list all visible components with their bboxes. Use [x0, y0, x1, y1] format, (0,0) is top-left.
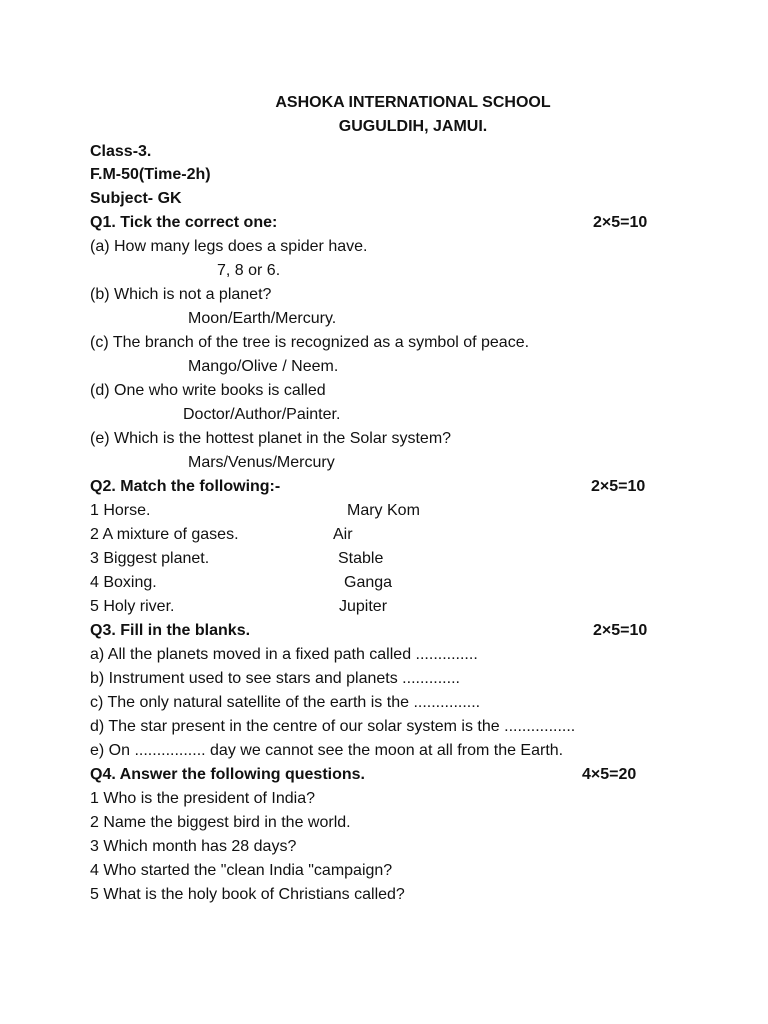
q1-item-options: 7, 8 or 6.	[217, 262, 281, 279]
q1-item-question: (c) The branch of the tree is recognized as a symbol of peace.	[90, 334, 530, 351]
match-left-item: 1 Horse.	[90, 502, 151, 519]
blank-item: d) The star present in the centre of our solar system is the ................	[90, 718, 576, 735]
match-left-item: 4 Boxing.	[90, 574, 157, 591]
q1-item-options: Mango/Olive / Neem.	[188, 358, 339, 375]
question-item: 2 Name the biggest bird in the world.	[90, 814, 351, 831]
q1-item-question: (a) How many legs does a spider have.	[90, 238, 368, 255]
q1-item-options: Moon/Earth/Mercury.	[188, 310, 337, 327]
blank-item: b) Instrument used to see stars and planets .............	[90, 670, 460, 687]
match-left-item: 3 Biggest planet.	[90, 550, 210, 567]
q1-item-options: Doctor/Author/Painter.	[183, 406, 341, 423]
q4-marks: 4×5=20	[582, 766, 637, 783]
match-right-item: Mary Kom	[347, 502, 420, 519]
q3-title: Q3. Fill in the blanks.	[90, 622, 251, 639]
blank-item: e) On ................ day we cannot see the moon at all from the Earth.	[90, 742, 564, 759]
question-item: 4 Who started the "clean India "campaign?	[90, 862, 393, 879]
question-item: 3 Which month has 28 days?	[90, 838, 297, 855]
full-marks-label: F.M-50(Time-2h)	[90, 166, 211, 183]
class-label: Class-3.	[90, 143, 152, 160]
question-item: 1 Who is the president of India?	[90, 790, 316, 807]
school-location: GUGULDIH, JAMUI.	[338, 118, 488, 135]
match-right-item: Ganga	[344, 574, 393, 591]
school-name: ASHOKA INTERNATIONAL SCHOOL	[275, 94, 551, 111]
q2-title: Q2. Match the following:-	[90, 478, 281, 495]
q1-item-question: (d) One who write books is called	[90, 382, 326, 399]
q1-item-options: Mars/Venus/Mercury	[188, 454, 335, 471]
match-right-item: Stable	[338, 550, 384, 567]
blank-item: c) The only natural satellite of the earth is the ...............	[90, 694, 481, 711]
match-right-item: Jupiter	[339, 598, 388, 615]
q1-item-question: (e) Which is the hottest planet in the Solar system?	[90, 430, 452, 447]
subject-label: Subject- GK	[90, 190, 182, 207]
q2-marks: 2×5=10	[591, 478, 646, 495]
q3-marks: 2×5=10	[593, 622, 648, 639]
match-right-item: Air	[333, 526, 353, 543]
q4-title: Q4. Answer the following questions.	[90, 766, 365, 783]
match-left-item: 5 Holy river.	[90, 598, 175, 615]
q1-marks: 2×5=10	[593, 214, 648, 231]
q1-item-question: (b) Which is not a planet?	[90, 286, 272, 303]
blank-item: a) All the planets moved in a fixed path called ..............	[90, 646, 478, 663]
question-item: 5 What is the holy book of Christians called?	[90, 886, 405, 903]
match-left-item: 2 A mixture of gases.	[90, 526, 239, 543]
q1-title: Q1. Tick the correct one:	[90, 214, 278, 231]
